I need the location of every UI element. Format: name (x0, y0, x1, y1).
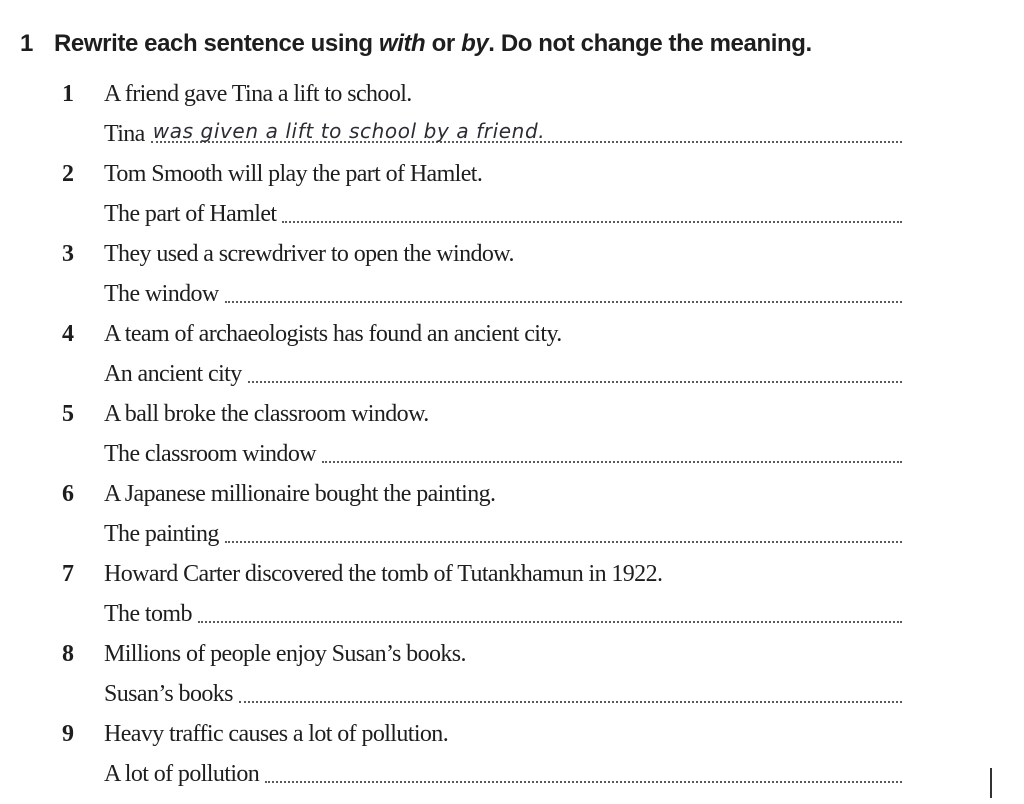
instruction-keyword-by: by (461, 30, 489, 57)
item-number: 8 (62, 640, 74, 667)
item-prompt: The painting (104, 520, 219, 547)
answer-line-7[interactable] (198, 594, 902, 623)
item-number: 3 (62, 240, 74, 267)
exercise-instruction (20, 30, 812, 58)
exercise-item-4 (62, 314, 902, 394)
item-number: 6 (62, 480, 74, 507)
exercise-item-2 (62, 154, 902, 234)
exercise-item-5 (62, 394, 902, 474)
exercise-item-8 (62, 634, 902, 714)
exercise-number: 1 (20, 30, 33, 57)
answer-line-6[interactable] (225, 514, 902, 543)
item-number: 4 (62, 320, 74, 347)
item-number: 7 (62, 560, 74, 587)
item-number: 5 (62, 400, 74, 427)
item-number: 2 (62, 160, 74, 187)
item-prompt: The classroom window (104, 440, 316, 467)
item-sentence: A team of archaeologists has found an ancient city. (104, 320, 562, 347)
text-cursor (990, 768, 992, 798)
instruction-text (54, 30, 812, 57)
item-sentence: Howard Carter discovered the tomb of Tutankhamun in 1922. (104, 560, 663, 587)
exercise-item-7 (62, 554, 902, 634)
answer-line-4[interactable] (248, 354, 902, 383)
item-sentence: A ball broke the classroom window. (104, 400, 429, 427)
item-prompt: The window (104, 280, 219, 307)
item-number: 1 (62, 80, 74, 107)
exercise-item-1 (62, 74, 902, 154)
handwritten-answer: was given a lift to school by a friend. (152, 119, 546, 143)
item-prompt: A lot of pollution (104, 760, 260, 787)
instruction-part-1: Rewrite each sentence using (54, 30, 379, 57)
answer-line-1[interactable] (151, 114, 902, 143)
instruction-part-3: . Do not change the meaning. (488, 30, 812, 57)
item-sentence: They used a screwdriver to open the window. (104, 240, 514, 267)
item-sentence: A friend gave Tina a lift to school. (104, 80, 412, 107)
item-sentence: Heavy traffic causes a lot of pollution. (104, 720, 449, 747)
item-sentence: A Japanese millionaire bought the painting. (104, 480, 496, 507)
instruction-part-2: or (425, 30, 462, 57)
answer-line-9[interactable] (265, 754, 902, 783)
answer-line-3[interactable] (225, 274, 902, 303)
item-prompt: An ancient city (104, 360, 242, 387)
exercise-item-9 (62, 714, 902, 794)
answer-line-5[interactable] (322, 434, 902, 463)
item-prompt: The tomb (104, 600, 192, 627)
item-sentence: Millions of people enjoy Susan’s books. (104, 640, 466, 667)
answer-line-8[interactable] (239, 674, 902, 703)
item-sentence: Tom Smooth will play the part of Hamlet. (104, 160, 483, 187)
item-prompt: Tina (104, 120, 145, 147)
item-prompt: Susan’s books (104, 680, 233, 707)
exercise-item-3 (62, 234, 902, 314)
exercise-item-6 (62, 474, 902, 554)
item-prompt: The part of Hamlet (104, 200, 277, 227)
item-number: 9 (62, 720, 74, 747)
instruction-keyword-with: with (378, 30, 426, 57)
answer-line-2[interactable] (282, 194, 902, 223)
